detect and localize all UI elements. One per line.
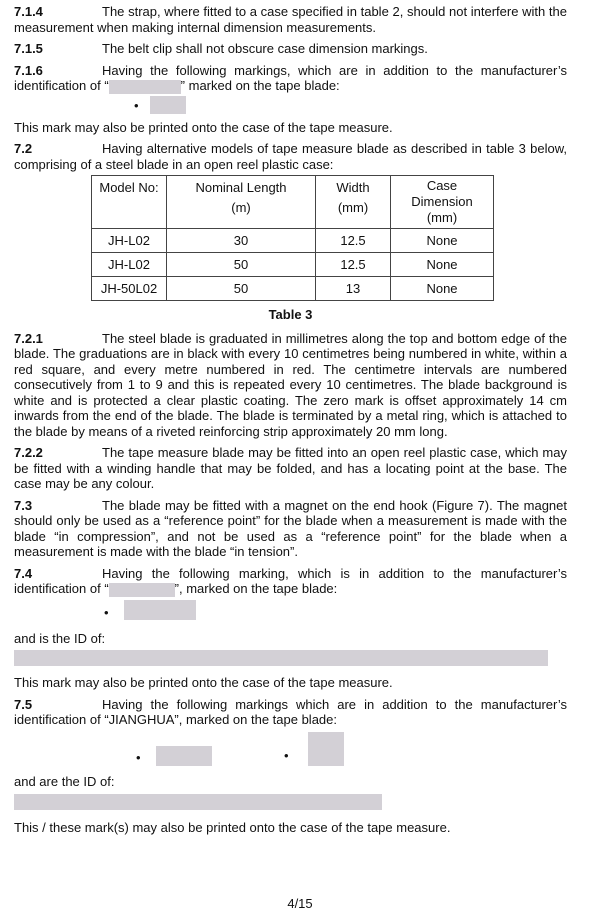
header-width: Width (mm) [316, 176, 391, 229]
redacted-mark [150, 96, 186, 114]
section-text: The tape measure blade may be fitted into an open reel plastic case, which may be fitted with a winding handle that may be folded, and has a locating point at the base. The case may be any colour. [14, 445, 567, 492]
redacted-mark [156, 746, 212, 766]
section-text-cont: ”, marked on the tape blade: [174, 581, 338, 597]
section-text: Having the following markings which are in addition to the manufacturer’s identification of “JIANGHUA”, marked on the tape blade: [14, 696, 567, 728]
section-7-1-6-note: This mark may also be printed onto the case of the tape measure. [14, 119, 393, 135]
section-7-2-1 [14, 331, 567, 440]
section-7-1-5 [14, 41, 567, 57]
redacted-id [14, 794, 382, 810]
bullet: • [134, 97, 139, 113]
section-7-2-2 [14, 445, 567, 492]
section-number: 7.2 [14, 141, 33, 157]
section-number: 7.5 [14, 696, 33, 712]
id-label-7-5: and are the ID of: [14, 773, 115, 789]
section-text: The belt clip shall not obscure case dimension markings. [102, 41, 428, 56]
section-number: 7.1.4 [14, 4, 43, 19]
bullet-row-7-4 [14, 597, 567, 623]
bullet-row-7-5 [14, 728, 567, 768]
redacted-name [109, 583, 175, 597]
redacted-mark [308, 732, 344, 766]
section-text: The blade may be fitted with a magnet on the end hook (Figure 7). The magnet should only be used as a “reference point” for the blade when a measurement is made with the blade “in compression”, and not be used as a “reference point” for the blade when a measurement is made with the blade “in tension”. [14, 497, 567, 560]
header-length: Nominal Length (m) [167, 176, 316, 229]
bullet-row-7-1-6 [14, 94, 567, 116]
bullet: • [284, 747, 289, 763]
section-7-5 [14, 697, 567, 728]
table-row: JH-L02 30 12.5 None [92, 229, 494, 253]
section-number: 7.4 [14, 565, 33, 581]
section-number: 7.2.2 [14, 445, 43, 461]
table-header-row [92, 176, 494, 229]
section-7-4-note: This mark may also be printed onto the case of the tape measure. [14, 675, 393, 691]
bullet: • [104, 604, 109, 620]
header-model: Model No: [92, 176, 167, 229]
redacted-mark [124, 600, 196, 620]
section-7-5-note: This / these mark(s) may also be printed onto the case of the tape measure. [14, 820, 451, 836]
redacted-name [109, 80, 181, 94]
page-number: 4/15 [287, 896, 313, 911]
section-number: 7.2.1 [14, 330, 43, 346]
table-row: JH-50L02 50 13 None [92, 277, 494, 301]
section-text-cont: ” marked on the tape blade: [180, 78, 340, 93]
models-table [91, 175, 494, 301]
section-7-2 [14, 141, 567, 172]
document-page [14, 4, 567, 836]
section-7-1-4 [14, 4, 567, 35]
section-7-4 [14, 566, 567, 597]
section-number: 7.3 [14, 497, 33, 513]
table-caption: Table 3 [268, 307, 313, 323]
header-case-dimension: Case Dimension (mm) [391, 176, 494, 229]
section-text: Having the following marking, which is in addition to the manufacturer’s identification of “ [14, 565, 567, 597]
section-number: 7.1.6 [14, 62, 43, 78]
redacted-id [14, 650, 548, 666]
section-text: The strap, where fitted to a case specified in table 2, should not interfere with the measurement when making internal dimension measurements. [14, 4, 567, 35]
section-7-3 [14, 498, 567, 560]
bullet: • [136, 749, 141, 765]
id-label-7-4: and is the ID of: [14, 630, 106, 646]
table-row: JH-L02 50 12.5 None [92, 253, 494, 277]
section-text: Having alternative models of tape measure blade as described in table 3 below, comprising of a steel blade in an open reel plastic case: [14, 141, 567, 172]
section-text: Having the following markings, which are in addition to the manufacturer’s identification of “ [14, 62, 567, 93]
section-7-1-6 [14, 63, 567, 94]
section-number: 7.1.5 [14, 41, 43, 56]
section-text: The steel blade is graduated in millimetres along the top and bottom edge of the blade. The graduations are in black with every 10 centimetres being numbered in white, within a red square, and every metre numbered in red. The centimetre intervals are numbered consecutively from 1 to 9 and this is repeated every 10 centimetres. The blade background is white and is protected a clear plastic coating. The zero mark is offset approximately 14 cm inwards from the end of the blade. The blade is terminated by a metal ring, which is attached to the blade by means of a riveted reinforcing strip approximately 20 mm long. [14, 330, 567, 439]
